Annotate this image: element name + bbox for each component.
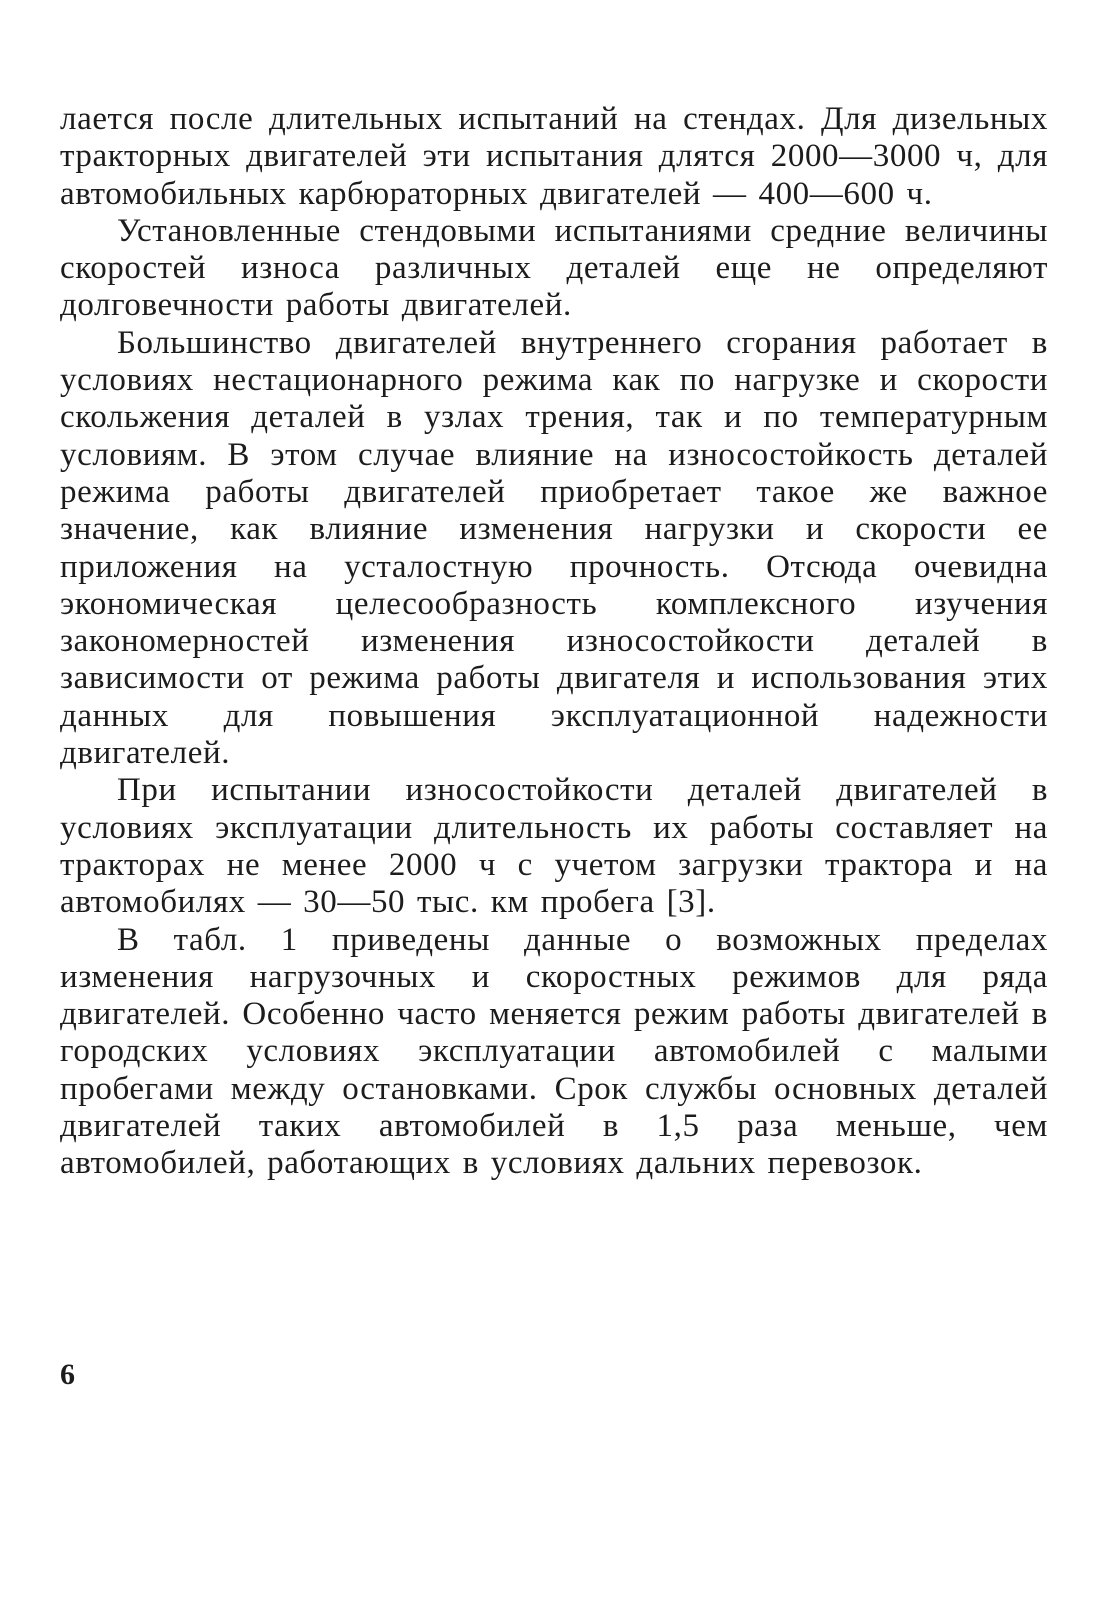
paragraph-4: При испытании износостойкости деталей двигателей в условиях эксплуатации длительность их работы составляет на тракторах не менее 2000 ч с учетом загрузки трактора и на автомобилях — 30—50 тыс. км пробега [3].	[60, 772, 1048, 921]
paragraph-1: лается после длительных испытаний на стендах. Для дизельных тракторных двигателей эти испытания длятся 2000—3000 ч, для автомобильных карбюраторных двигателей — 400—600 ч.	[60, 101, 1048, 212]
body-text	[60, 101, 1048, 1183]
paragraph-2: Установленные стендовыми испытаниями средние величины скоростей износа различных деталей еще не определяют долговечности работы двигателей.	[60, 212, 1048, 324]
paragraph-3: Большинство двигателей внутреннего сгорания работает в условиях нестационарного режима как по нагрузке и скорости скольжения деталей в узлах трения, так и по температурным условиям. В этом случае влияние на износостойкость деталей режима работы двигателей приобретает такое же важное значение, как влияние изменения нагрузки и скорости ее приложения на усталостную прочность. Отсюда очевидна экономическая целесообразность комплексного изучения закономерностей изменения износостойкости деталей в зависимости от режима работы двигателя и использования этих данных для повышения эксплуатационной надежности двигателей.	[60, 324, 1048, 772]
paragraph-5: В табл. 1 приведены данные о возможных пределах изменения нагрузочных и скоростных режимов для ряда двигателей. Особенно часто меняется режим работы двигателей в городских условиях эксплуатации автомобилей с малыми пробегами между остановками. Срок службы основных деталей двигателей таких автомобилей в 1,5 раза меньше, чем автомобилей, работающих в условиях дальних перевозок.	[60, 921, 1048, 1182]
page-number: 6	[60, 1358, 75, 1391]
